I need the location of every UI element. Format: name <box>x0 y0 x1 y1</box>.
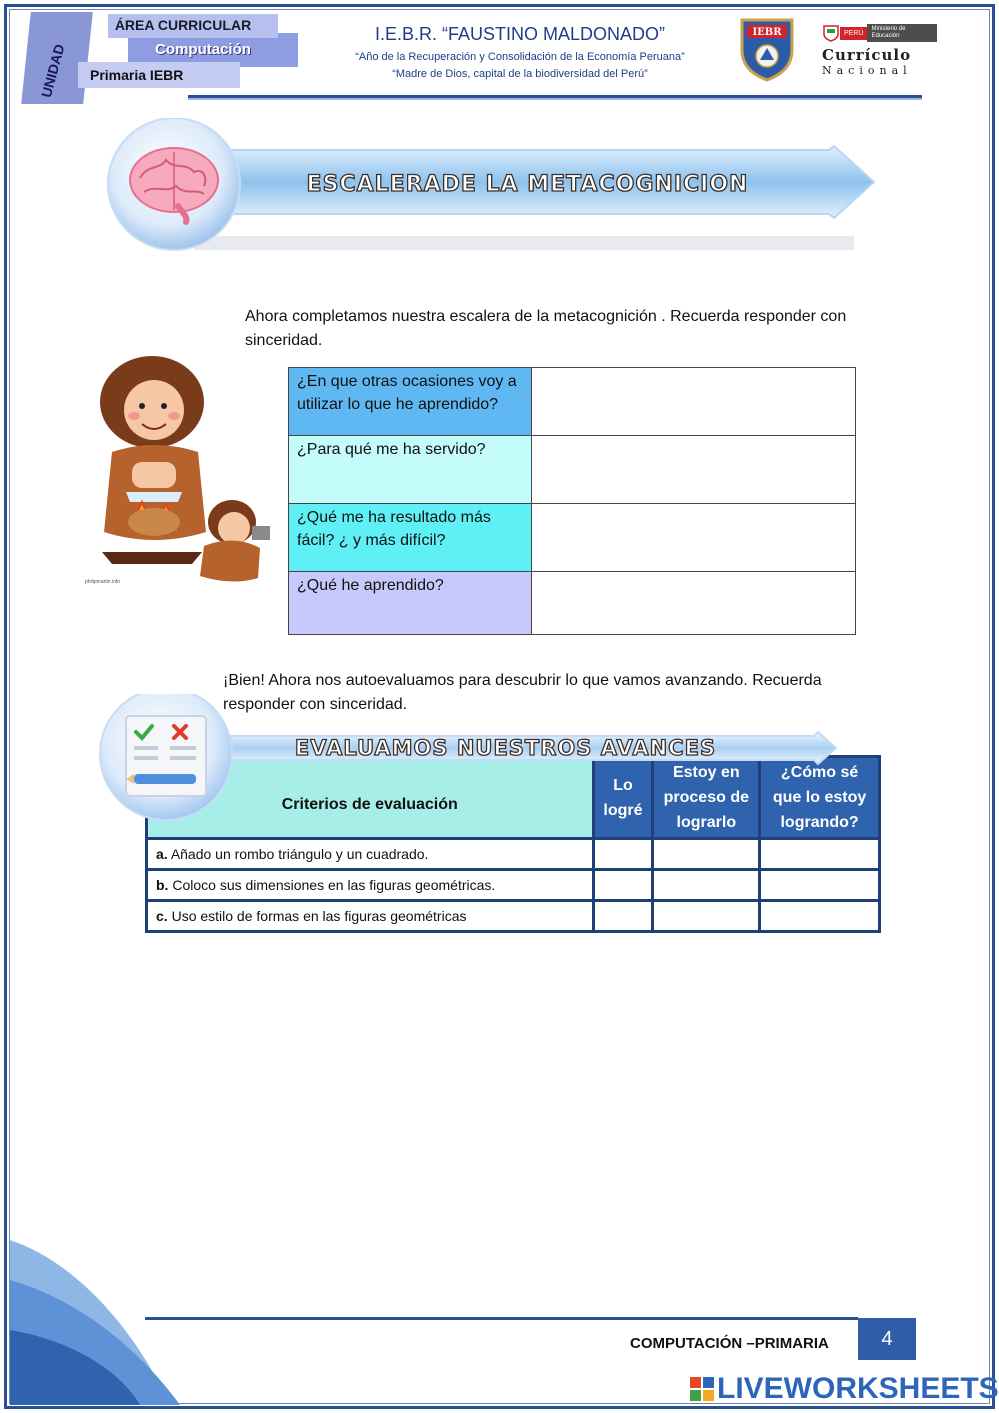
table-row <box>289 368 856 436</box>
how-input[interactable] <box>760 870 880 901</box>
in-progress-checkbox[interactable] <box>653 839 760 870</box>
answer-input[interactable] <box>532 436 856 504</box>
criterion-cell <box>147 870 594 901</box>
evaluation-banner <box>96 694 841 830</box>
question-cell: ¿Qué me ha resultado más fácil? ¿ y más difícil? <box>289 504 532 572</box>
checklist-icon <box>126 716 206 796</box>
image-credit: philipmartin.info <box>85 579 121 585</box>
table-row <box>289 436 856 504</box>
how-input[interactable] <box>760 901 880 932</box>
criterion-letter: c. <box>156 908 168 924</box>
area-label: ÁREA CURRICULAR <box>114 17 252 33</box>
liveworksheets-brand[interactable]: LIVEWORKSHEETS <box>717 1372 999 1405</box>
caveman-illustration <box>82 352 287 592</box>
question-cell: ¿En que otras ocasiones voy a utilizar lo que he aprendido? <box>289 368 532 436</box>
unidad-label: UNIDAD <box>38 42 68 100</box>
table-row <box>147 839 880 870</box>
ministry-logo <box>822 24 944 77</box>
evaluation-intro: ¡Bien! Ahora nos autoevaluamos para descubrir lo que vamos avanzando. Recuerda responder con sinceridad. <box>223 672 822 713</box>
year-motto: “Año de la Recuperación y Consolidación de la Economía Peruana” <box>355 51 685 63</box>
school-shield-logo <box>738 16 796 82</box>
footer-divider <box>145 1317 858 1320</box>
region-motto: “Madre de Dios, capital de la biodiversidad del Perú” <box>392 68 648 80</box>
table-row <box>289 504 856 572</box>
how-header: ¿Cómo sé que lo estoy logrando? <box>760 757 880 839</box>
evaluation-title: EVALUAMOS NUESTROS AVANCES <box>294 736 717 760</box>
criterion-text: Uso estilo de formas en las figuras geométricas <box>171 908 467 924</box>
ministry-name: Ministerio de Educación <box>867 24 937 42</box>
answer-input[interactable] <box>532 572 856 635</box>
question-cell: ¿Qué he aprendido? <box>289 572 532 635</box>
table-row <box>289 572 856 635</box>
footer-subject: COMPUTACIÓN –PRIMARIA <box>630 1335 829 1352</box>
criterion-letter: b. <box>156 877 169 893</box>
in-progress-checkbox[interactable] <box>653 870 760 901</box>
ministry-peru-label: PERÚ <box>840 27 867 40</box>
achieved-checkbox[interactable] <box>593 870 653 901</box>
answer-input[interactable] <box>532 504 856 572</box>
answer-input[interactable] <box>532 368 856 436</box>
achieved-checkbox[interactable] <box>593 839 653 870</box>
school-name: I.E.B.R. “FAUSTINO MALDONADO” <box>374 24 666 44</box>
level-label: Primaria IEBR <box>90 67 184 83</box>
criteria-header: Criterios de evaluación <box>147 757 594 839</box>
achieved-checkbox[interactable] <box>593 901 653 932</box>
header-divider <box>188 95 922 100</box>
peru-shield-icon <box>822 24 840 42</box>
subject-label: Computación <box>155 41 251 58</box>
page-number: 4 <box>858 1318 916 1360</box>
criterion-text: Coloco sus dimensiones en las figuras geométricas. <box>172 877 496 893</box>
criterion-text: Añado un rombo triángulo y un cuadrado. <box>170 846 429 862</box>
in-progress-header: Estoy en proceso de lograrlo <box>653 757 760 839</box>
question-cell: ¿Para qué me ha servido? <box>289 436 532 504</box>
table-row <box>147 870 880 901</box>
metacognition-title: ESCALERADE LA METACOGNICION <box>306 172 749 197</box>
achieved-header: Lo logré <box>593 757 653 839</box>
nacional-label: Nacional <box>822 64 912 78</box>
how-input[interactable] <box>760 839 880 870</box>
in-progress-checkbox[interactable] <box>653 901 760 932</box>
table-row <box>147 901 880 932</box>
liveworksheets-logo-icon <box>690 1377 714 1401</box>
corner-wave-decoration <box>10 1240 270 1405</box>
metacognition-intro: Ahora completamos nuestra escalera de la metacognición . Recuerda responder con sinceridad. <box>245 308 847 349</box>
shield-text: IEBR <box>752 27 782 38</box>
criterion-cell <box>147 901 594 932</box>
metacognition-table <box>288 367 856 635</box>
criterion-letter: a. <box>156 846 168 862</box>
criterion-cell <box>147 839 594 870</box>
curriculo-label: Currículo <box>822 46 912 65</box>
